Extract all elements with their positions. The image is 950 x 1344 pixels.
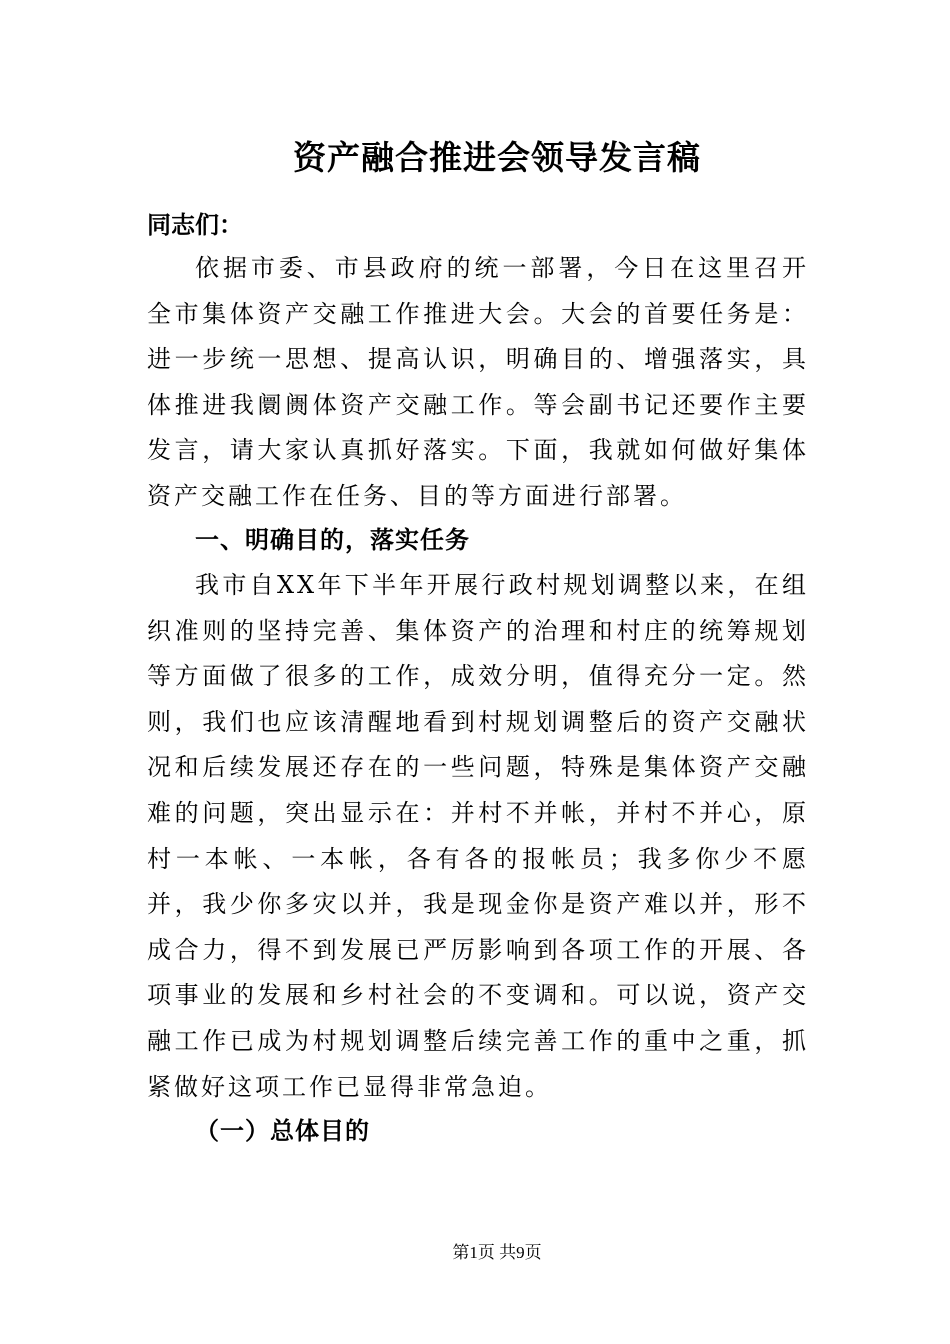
page-footer: 第1页 共9页: [452, 1243, 542, 1262]
section-1-paragraph: 我市自XX年下半年开展行政村规划调整以来，在组织准则的坚持完善、集体资产的治理和村庄的统筹规划等方面做了很多的工作，成效分明，值得充分一定。然则，我们也应该清醒地看到村规划调整后的资产交融状况和后续发展还存在的一些问题，特殊是集体资产交融难的问题，突出显示在：并村不并帐，并村不并心，原村一本帐、一本帐，各有各的报帐员；我多你少不愿并，我少你多灾以并，我是现金你是资产难以并，形不成合力，得不到发展已严厉影响到各项工作的开展、各项事业的发展和乡村社会的不变调和。可以说，资产交融工作已成为村规划调整后续完善工作的重中之重，抓紧做好这项工作已显得非常急迫。: [147, 571, 809, 1101]
subsection-heading-1: （一）总体目的: [195, 1117, 370, 1145]
section-heading-1: 一、明确目的，落实任务: [195, 526, 470, 554]
salutation: 同志们：: [147, 211, 243, 239]
document-title: 资产融合推进会领导发言稿: [293, 138, 701, 177]
intro-paragraph: 依据市委、市县政府的统一部署，今日在这里召开全市集体资产交融工作推进大会。大会的首要任务是：进一步统一思想、提高认识，明确目的、增强落实，具体推进我阛阓体资产交融工作。等会副书记还要作主要发言，请大家认真抓好落实。下面，我就如何做好集体资产交融工作在任务、目的等方面进行部署。: [147, 254, 809, 510]
